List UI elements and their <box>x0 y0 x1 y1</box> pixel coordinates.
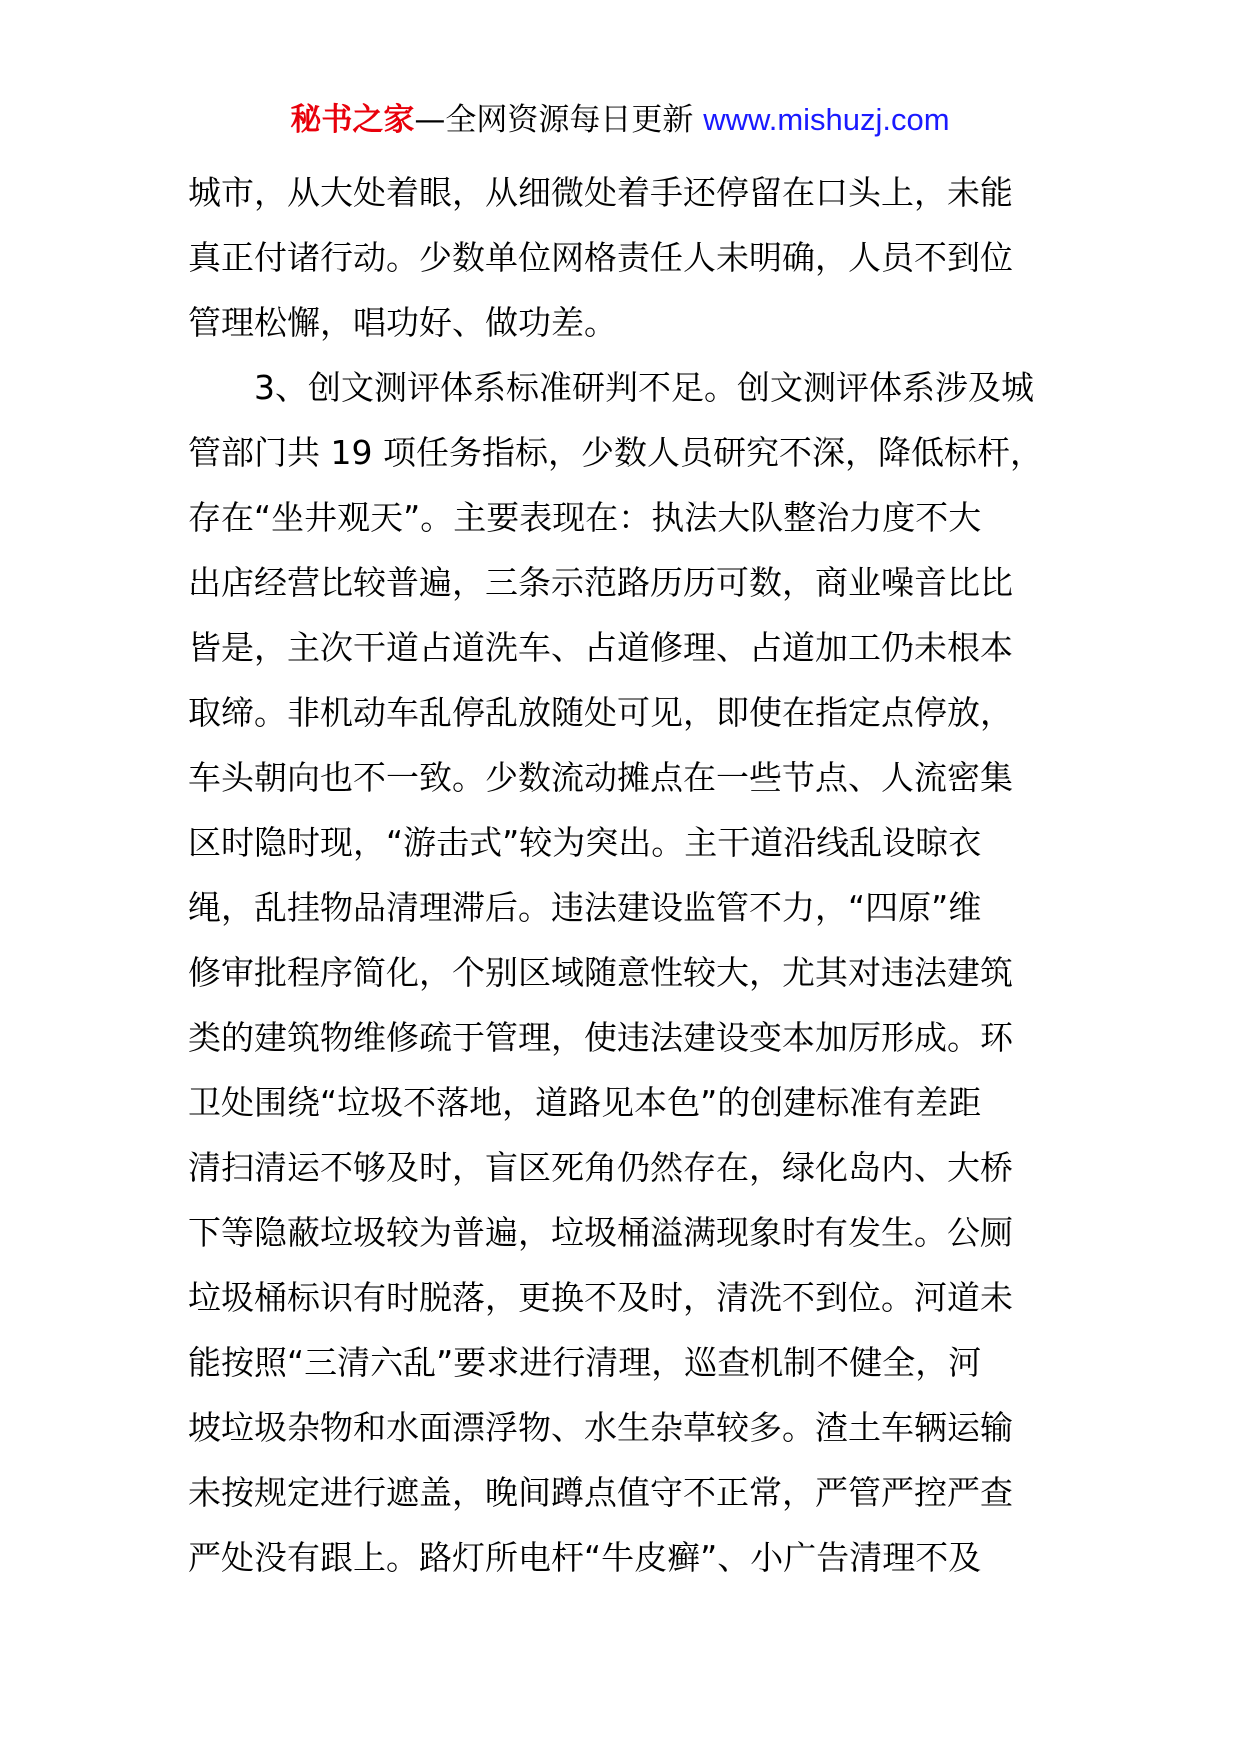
page-header <box>0 100 1240 140</box>
text-line: 城市，从大处着眼，从细微处着手还停留在口头上，未能 <box>188 173 1013 212</box>
text-line: 下等隐蔽垃圾较为普遍，垃圾桶溢满现象时有发生。公厕 <box>188 1213 1013 1252</box>
text-line: 垃圾桶标识有时脱落，更换不及时，清洗不到位。河道未 <box>188 1278 1013 1317</box>
text-line: 修审批程序简化，个别区域随意性较大，尤其对违法建筑 <box>188 953 1013 992</box>
text-line: 类的建筑物维修疏于管理，使违法建设变本加厉形成。环 <box>188 1018 1013 1057</box>
text-line: 3、创文测评体系标准研判不足。创文测评体系涉及城 <box>254 368 1034 407</box>
text-line: 能按照“三清六乱”要求进行清理，巡查机制不健全，河 <box>188 1343 982 1382</box>
header-tagline: —全网资源每日更新 <box>414 102 704 138</box>
text-line: 出店经营比较普遍，三条示范路历历可数，商业噪音比比 <box>188 563 1013 602</box>
text-line: 卫处围绕“垃圾不落地，道路见本色”的创建标准有差距 <box>188 1083 982 1122</box>
brand-name: 秘书之家 <box>290 102 415 138</box>
text-line: 真正付诸行动。少数单位网格责任人未明确，人员不到位 <box>188 238 1013 277</box>
text-line: 严处没有跟上。路灯所电杆“牛皮癣”、小广告清理不及 <box>188 1538 982 1577</box>
text-line: 未按规定进行遮盖，晚间蹲点值守不正常，严管严控严查 <box>188 1473 1013 1512</box>
paragraph-section-3 <box>188 355 1058 1590</box>
header-url-link[interactable]: www.mishuzj.com <box>703 102 950 137</box>
text-line: 管理松懈，唱功好、做功差。 <box>188 303 617 342</box>
text-line: 区时隐时现，“游击式”较为突出。主干道沿线乱设晾衣 <box>188 823 982 862</box>
document-body <box>188 160 1058 1590</box>
text-line: 皆是，主次干道占道洗车、占道修理、占道加工仍未根本 <box>188 628 1013 667</box>
text-line: 管部门共 19 项任务指标，少数人员研究不深，降低标杆， <box>188 433 1043 472</box>
text-line: 存在“坐井观天”。主要表现在：执法大队整治力度不大 <box>188 498 982 537</box>
paragraph-continued <box>188 160 1058 355</box>
text-line: 取缔。非机动车乱停乱放随处可见，即使在指定点停放， <box>188 693 1013 732</box>
text-line: 车头朝向也不一致。少数流动摊点在一些节点、人流密集 <box>188 758 1013 797</box>
text-line: 坡垃圾杂物和水面漂浮物、水生杂草较多。渣土车辆运输 <box>188 1408 1013 1447</box>
text-line: 绳，乱挂物品清理滞后。违法建设监管不力，“四原”维 <box>188 888 982 927</box>
text-line: 清扫清运不够及时，盲区死角仍然存在，绿化岛内、大桥 <box>188 1148 1013 1187</box>
